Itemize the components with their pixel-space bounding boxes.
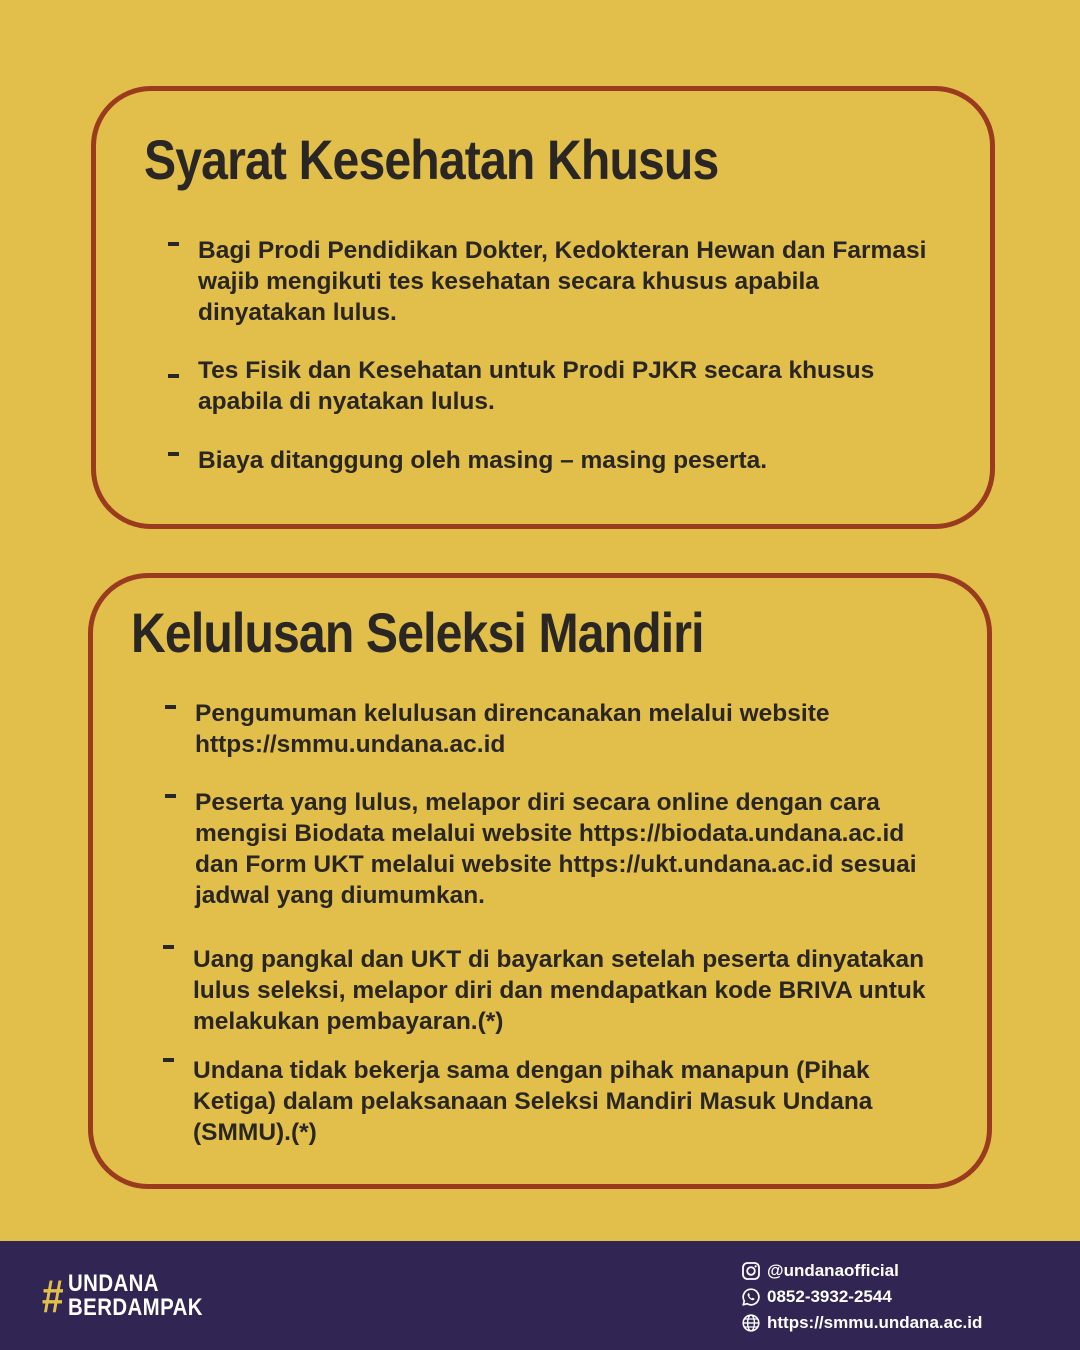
line: Biaya ditanggung oleh masing – masing peserta. [198, 447, 768, 474]
line: lulus seleksi, melapor diri dan mendapatkan kode BRIVA untuk [193, 977, 926, 1004]
globe-icon [741, 1313, 761, 1333]
line: Uang pangkal dan UKT di bayarkan setelah peserta dinyatakan [193, 946, 925, 973]
website-contact[interactable] [741, 1310, 982, 1336]
instagram-icon [741, 1261, 761, 1281]
section-title: Kelulusan Seleksi Mandiri [131, 601, 704, 664]
line: Peserta yang lulus, melapor diri secara online dengan cara [195, 789, 880, 816]
whatsapp-icon [741, 1287, 761, 1307]
whatsapp-contact[interactable] [741, 1284, 982, 1310]
bullet-dash [168, 445, 198, 476]
list-item [168, 235, 926, 328]
list-item [168, 355, 874, 417]
contact-list [741, 1258, 982, 1336]
line: apabila di nyatakan lulus. [198, 388, 495, 415]
bullet-dash [163, 938, 193, 969]
line: Tes Fisik dan Kesehatan untuk Prodi PJKR secara khusus [198, 357, 875, 384]
line: melakukan pembayaran.(*) [193, 1008, 504, 1035]
list-item [168, 445, 767, 476]
bullet-dash [168, 367, 198, 398]
line: Ketiga) dalam pelaksanaan Seleksi Mandiri Masuk Undana [193, 1088, 873, 1115]
line: dinyatakan lulus. [198, 299, 397, 326]
selection-result-card [88, 573, 992, 1189]
bullet-dash [163, 1051, 193, 1082]
hashtag-logo [40, 1271, 226, 1321]
instagram-handle: @undanaofficial [767, 1261, 899, 1280]
line: (SMMU).(*) [193, 1119, 317, 1146]
list-item-text [195, 698, 829, 760]
list-item-text [193, 1055, 872, 1148]
line: Pengumuman kelulusan direncanakan melalui website [195, 700, 830, 727]
hashtag-line: BERDAMPAK [67, 1294, 203, 1321]
bullet-dash [165, 698, 195, 729]
line: wajib mengikuti tes kesehatan secara khusus apabila [198, 268, 819, 295]
list-item [165, 787, 917, 911]
line: Bagi Prodi Pendidikan Dokter, Kedokteran Hewan dan Farmasi [198, 237, 927, 264]
list-item-text [198, 235, 926, 328]
list-item [165, 698, 829, 760]
list-item-text [193, 944, 925, 1037]
line: mengisi Biodata melalui website https://biodata.undana.ac.id [195, 820, 905, 847]
whatsapp-number: 0852-3932-2544 [767, 1287, 892, 1306]
website-url: https://smmu.undana.ac.id [767, 1313, 983, 1332]
bullet-dash [165, 787, 195, 818]
section-title: Syarat Kesehatan Khusus [144, 128, 719, 191]
list-item [163, 944, 925, 1037]
hashtag-line: UNDANA [67, 1270, 159, 1297]
list-item-text [198, 445, 767, 476]
list-item [163, 1055, 872, 1148]
line: https://smmu.undana.ac.id [195, 731, 506, 758]
instagram-contact[interactable] [741, 1258, 982, 1284]
line: dan Form UKT melalui website https://ukt.undana.ac.id sesuai [195, 851, 917, 878]
list-item-text [198, 355, 874, 417]
footer-bar [0, 1241, 1080, 1350]
health-requirements-card [91, 86, 995, 529]
hash-symbol: # [41, 1270, 64, 1322]
bullet-dash [168, 235, 198, 266]
line: jadwal yang diumumkan. [195, 882, 485, 909]
line: Undana tidak bekerja sama dengan pihak manapun (Pihak [193, 1057, 870, 1084]
list-item-text [195, 787, 917, 911]
hashtag-text [68, 1272, 203, 1320]
